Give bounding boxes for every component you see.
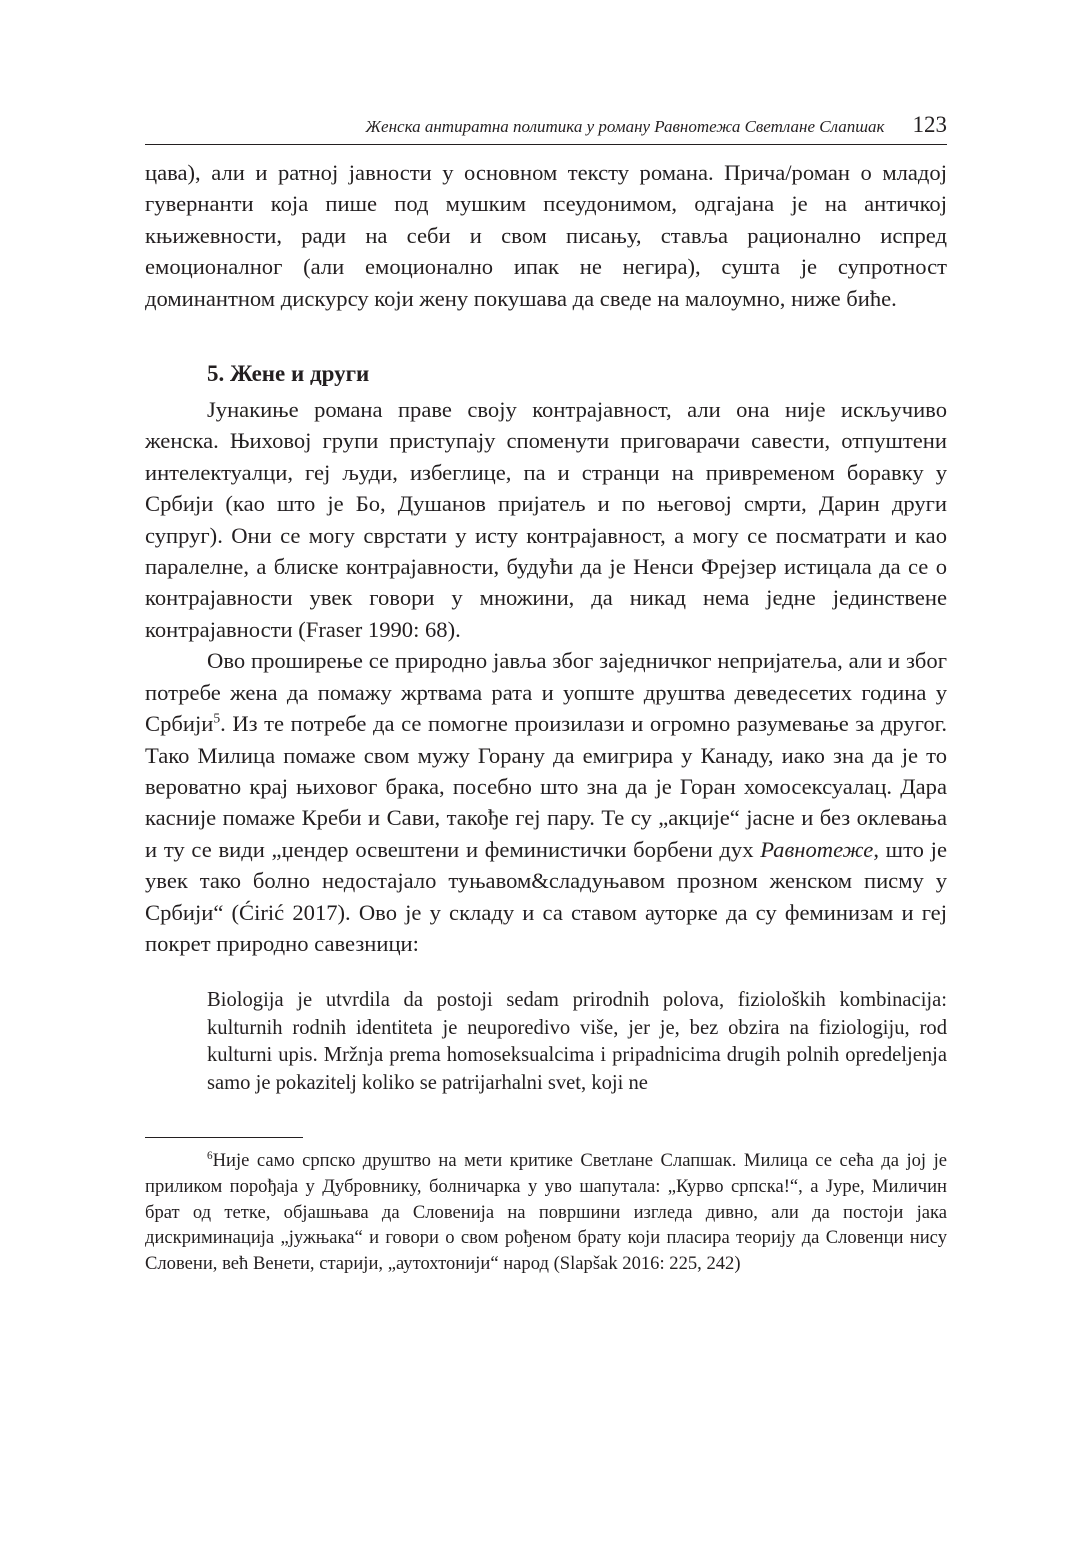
section-heading: 5. Жене и други bbox=[207, 361, 370, 387]
footnote-divider bbox=[145, 1137, 303, 1138]
paragraph-2-part-b: . Из те потребе да се помогне произилази и огромно разумевање за другог. Тако Милица помаже свом мужу Горану да емигрира у Канаду, иако зна да је то вероватно крај њиховог брака, посебно што зна да је Горан хомосексуалац. Дара касније помаже Креби и Сави, такође геј пару. Те су „акције“ јасне и без оклевања и ту се види „џендер освештени и феминистички борбени дух bbox=[145, 711, 947, 862]
paragraph-2-part-c: , што је увек тако болно недостајало туњавом&сладуњавом прозном женском писму у Србији“ (Ćirić 2017). Ово је у складу и са ставом ауторке да су феминизам и геј покрет природно савезници: bbox=[145, 836, 947, 956]
page bbox=[145, 112, 947, 1295]
intro-paragraph: цава), али и ратној јавности у основном тексту романа. Прича/роман о младој гувернанти која пише под мушким псеудонимом, одгајана је на античкој књижевности, ради на себи и свом писању, ставља рационално испред емоционалног (али емоционално ипак не негира), сушта је супротност доминантном дискурсу који жену покушава да сведе на малоумно, ниже биће. bbox=[145, 160, 947, 311]
block-quote: Biologija je utvrdila da postoji sedam prirodnih polova, fizioloških kombinacija: kulturnih rodnih identiteta je neuporedivo više, jer je, bez obzira na fiziologiju, rod kulturni upis. Mržnja prema homoseksualcima i pripadnicima drugih polnih opredeljenja samo je pokazitelj koliko se patrijarhalni svet, koji ne bbox=[207, 989, 947, 1094]
section-paragraph-1: Јунакиње романа праве своју контрајавност, али она није искључиво женска. Њиховој групи приступају споменути приговарачи савести, отпуштени интелектуалци, геј људи, избеглице, па и странци на привременом боравку у Србији (као што је Бо, Душанов пријатељ и по његовој смрти, Дарин други супруг). Они се могу сврстати у исту контрајавност, а могу се посматрати и као паралелне, а блиске контрајавности, будући да је Ненси Фрејзер истицала да се о контрајавности увек говори у множини, да никад нема једне јединствене контрајавности (Fraser 1990: 68). bbox=[145, 397, 947, 642]
section-paragraph-2 bbox=[145, 645, 947, 959]
footnote bbox=[145, 1148, 947, 1276]
footnote-marker: 6 bbox=[207, 1150, 213, 1163]
running-title: Женска антиратна политика у роману Равнотежа Светлане Слапшак bbox=[365, 117, 885, 136]
paragraph-2-part-a: Ово проширење се природно јавља због заједничког непријатеља, али и због потребе жена да помажу жртвама рата и уопште друштва деведесетих година у Србији bbox=[145, 648, 947, 737]
running-header bbox=[145, 112, 947, 145]
main-text bbox=[145, 157, 947, 959]
footnote-text: Није само српско друштво на мети критике Светлане Слапшак. Милица се сећа да јој је приликом порођаја у Дубровнику, болничарка у уво шапутала: „Курво српска!“, а Јуре, Миличин брат од тетке, објашњава да Словенија на површини изгледа дивно, али да постоји јака дискриминација „јужњака“ и говори о свом рођеном брату који пласира теорију да Словенци нису Словени, већ Венети, старији, „аутохтонији“ народ (Slapšak 2016: 225, 242) bbox=[145, 1150, 947, 1274]
page-number: 123 bbox=[912, 112, 947, 137]
book-title-italic: Равнотеже bbox=[760, 836, 874, 862]
footnote-reference: 5 bbox=[213, 710, 221, 726]
